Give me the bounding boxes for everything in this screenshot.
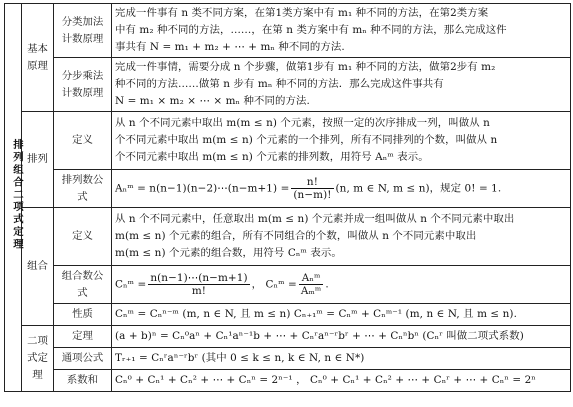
permutation-fraction: $\frac{n!}{(n-m)!}$	[293, 176, 332, 201]
binomial-category: 二项式定理	[22, 326, 54, 392]
coefficient-sum-text: Cₙ⁰ + Cₙ¹ + Cₙ² + ⋯ + Cₙⁿ = 2ⁿ⁻¹ ， Cₙ⁰ + Cₙ¹ + Cₙ² + ⋯ + Cₙʳ + ⋯ + Cₙⁿ = 2ⁿ	[112, 370, 571, 392]
multiplication-rule-text: 完成一件事情，需要分成 n 个步骤，做第1步有 m₁ 种不同的方法，做第2步有 m₂ 种不同的方法……做第 n 步有 mₙ 种不同的方法．那么完成这件事共有 N = m₁ × m₂ × ⋯ × mₙ 种不同的方法.	[112, 58, 571, 112]
basic-principles-category: 基本原理	[22, 4, 54, 112]
combination-fraction: $\frac{n(n-1)\cdots(n-m+1)}{m!}$	[150, 272, 248, 297]
combination-property-label: 性质	[54, 304, 112, 326]
permutation-formula-label: 排列数公式	[54, 170, 112, 208]
permutation-category: 排列	[22, 112, 54, 208]
combination-definition-text: 从 n 个不同元素中，任意取出 m(m ≤ n) 个元素并成一组叫做从 n 个不同元素中取出 m(m ≤ n) 个元素的组合，所有不同组合的个数，叫做从 n 个不同元素中取出 m(m ≤ n) 个元素的组合数，用符号 Cₙᵐ 表示。	[112, 208, 571, 266]
combination-fraction-alt: $\frac{\text{Aₙᵐ}}{\text{Aₘᵐ}}$	[300, 272, 322, 297]
combination-property-text: Cₙᵐ = Cₙⁿ⁻ᵐ (m, n ∈ N, 且 m ≤ n) Cₙ₊₁ᵐ = Cₙᵐ + Cₙᵐ⁻¹ (m, n ∈ N, 且 m ≤ n).	[112, 304, 571, 326]
combination-category: 组合	[22, 208, 54, 326]
multiplication-rule-label: 分步乘法计数原理	[54, 58, 112, 112]
permutation-definition-text: 从 n 个不同元素中取出 m(m ≤ n) 个元素，按照一定的次序排成一列，叫做从 n 个不同元素中取出 m(m ≤ n) 个元素的一个排列，所有不同排列的个数，叫做从 n 个不同元素中取出 m(m ≤ n) 个元素的排列数，用符号 Aₙᵐ 表示。	[112, 112, 571, 170]
combination-formula-label: 组合数公式	[54, 266, 112, 304]
binomial-theorem-label: 定理	[54, 326, 112, 348]
addition-rule-text: 完成一件事有 n 类不同方案，在第1类方案中有 m₁ 种不同的方法，在第2类方案 中有 m₂ 种不同的方法，……，在第 n 类方案中有 mₙ 种不同的方法，那么完成这件 事共有 N = m₁ + m₂ + ⋯ + mₙ 种不同的方法.	[112, 4, 571, 58]
formula-table	[4, 3, 571, 392]
general-term-label: 通项公式	[54, 348, 112, 370]
permutation-definition-label: 定义	[54, 112, 112, 170]
addition-rule-label: 分类加法计数原理	[54, 4, 112, 58]
combination-formula: Cₙᵐ = $\frac{n(n-1)\cdots(n-m+1)}{m!}$ ， Cₙᵐ = $\frac{\text{Aₙᵐ}}{\text{Aₘᵐ}}$ .	[112, 266, 571, 304]
binomial-theorem-text: (a + b)ⁿ = Cₙ⁰aⁿ + Cₙ¹aⁿ⁻¹b + ⋯ + Cₙʳaⁿ⁻ʳbʳ + ⋯ + Cₙⁿbⁿ (Cₙʳ 叫做二项式系数)	[112, 326, 571, 348]
combination-definition-label: 定义	[54, 208, 112, 266]
coefficient-sum-label: 系数和	[54, 370, 112, 392]
general-term-text: Tᵣ₊₁ = Cₙʳaⁿ⁻ʳbʳ (其中 0 ≤ k ≤ n, k ∈ N, n ∈ N*)	[112, 348, 571, 370]
permutation-formula: Aₙᵐ = n(n−1)(n−2)⋯(n−m+1) = $\frac{n!}{(n-m)!}$ (n, m ∈ N, m ≤ n)，规定 0! = 1.	[112, 170, 571, 208]
rail-title: 排列组合二项式定理	[5, 4, 22, 392]
